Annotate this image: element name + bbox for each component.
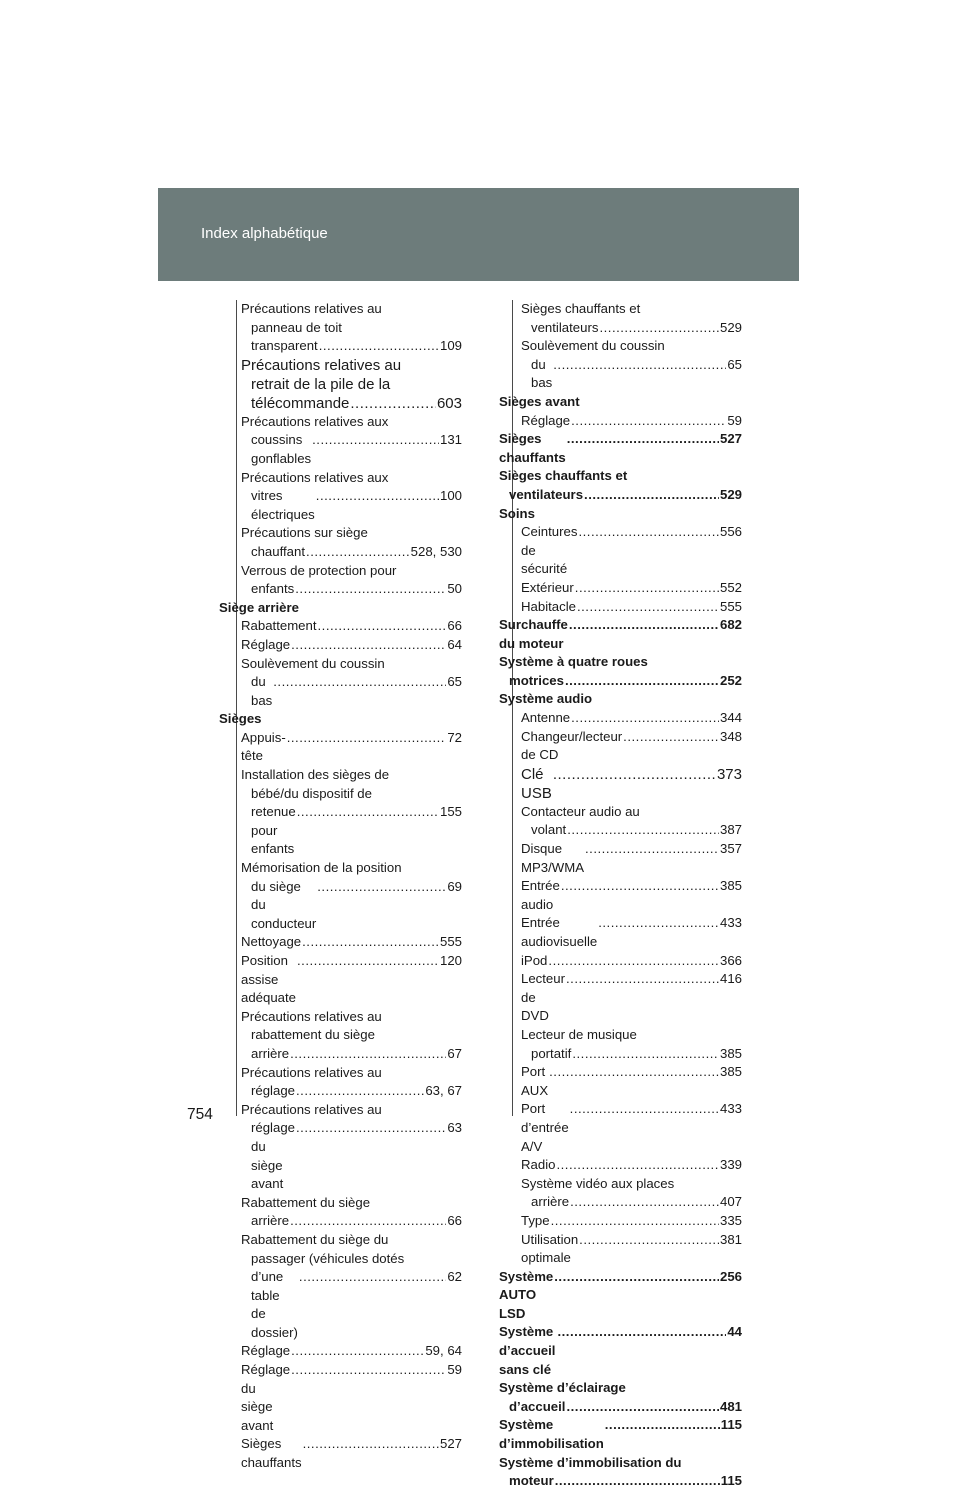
dot-leader bbox=[575, 579, 719, 598]
index-entry-line: Installation des sièges de bbox=[241, 767, 390, 783]
index-entry-line: Précautions relatives au bbox=[241, 1008, 382, 1024]
section-header-bar bbox=[158, 188, 799, 281]
dot-leader bbox=[319, 337, 439, 356]
index-entry-term: volant bbox=[531, 822, 567, 838]
index-entry-term: ventilateurs bbox=[509, 486, 584, 502]
index-page-ref: 131 bbox=[439, 432, 462, 448]
index-entry bbox=[219, 933, 462, 952]
index-entry-term: moteur bbox=[509, 1473, 554, 1489]
dot-leader bbox=[554, 1268, 719, 1287]
index-entry bbox=[219, 1361, 462, 1435]
index-entry-line: passager (véhicules dotés bbox=[251, 1250, 405, 1266]
index-entry bbox=[219, 562, 462, 599]
index-entry bbox=[499, 709, 742, 728]
index-entry-term: réglage bbox=[251, 1083, 295, 1099]
index-entry-line: Précautions relatives au bbox=[241, 1101, 382, 1117]
index-entry bbox=[499, 803, 742, 840]
index-entry bbox=[219, 710, 462, 729]
index-entry-term: Nettoyage bbox=[241, 934, 302, 950]
index-entry-term: Port d’entrée A/V bbox=[521, 1101, 569, 1154]
dot-leader bbox=[599, 319, 719, 338]
index-page-ref: 72 bbox=[447, 729, 462, 745]
index-entry bbox=[499, 1063, 742, 1100]
index-entry bbox=[499, 970, 742, 1026]
dot-leader bbox=[295, 580, 446, 599]
index-entry bbox=[499, 579, 742, 598]
index-page-ref: 335 bbox=[719, 1212, 742, 1228]
index-page-ref: 62 bbox=[447, 1269, 462, 1285]
index-entry bbox=[219, 1231, 462, 1343]
index-entry-line: panneau de toit bbox=[251, 319, 342, 335]
index-entry-line: Précautions relatives au bbox=[241, 356, 402, 374]
index-entry bbox=[499, 1379, 742, 1416]
index-entry bbox=[499, 1100, 742, 1156]
dot-leader bbox=[551, 1212, 719, 1231]
index-entry-line: Précautions relatives au bbox=[241, 301, 382, 316]
index-entry bbox=[219, 617, 462, 636]
dot-leader bbox=[585, 840, 719, 859]
index-page-ref: 63, 67 bbox=[425, 1083, 462, 1099]
dot-leader bbox=[317, 878, 446, 897]
index-heading: Sièges avant bbox=[499, 393, 580, 409]
index-entry-line: retrait de la pile de la bbox=[251, 375, 391, 393]
index-entry-term: vitres électriques bbox=[251, 488, 315, 522]
dot-leader bbox=[296, 1082, 424, 1101]
dot-leader bbox=[350, 394, 436, 413]
index-entry bbox=[499, 523, 742, 579]
dot-leader bbox=[290, 1212, 446, 1231]
dot-leader bbox=[566, 970, 719, 989]
index-heading: Système audio bbox=[499, 691, 593, 707]
index-entry bbox=[499, 300, 742, 337]
index-page-ref: 527 bbox=[439, 1436, 462, 1452]
index-entry-term: iPod bbox=[521, 952, 548, 968]
dot-leader bbox=[567, 430, 719, 449]
index-page-ref: 528, 530 bbox=[410, 543, 462, 559]
dot-leader bbox=[571, 412, 726, 431]
index-entry-term: Type bbox=[521, 1212, 550, 1228]
index-page-ref: 50 bbox=[447, 581, 462, 597]
index-entry-term: portatif bbox=[531, 1045, 572, 1061]
dot-leader bbox=[302, 933, 439, 952]
dot-leader bbox=[548, 952, 719, 971]
index-entry-term: Système d’accueil sans clé bbox=[499, 1324, 556, 1377]
index-entry-line: Lecteur de musique bbox=[521, 1026, 637, 1042]
index-page-ref: 385 bbox=[719, 878, 742, 894]
index-entry-term: d’accueil bbox=[509, 1398, 566, 1414]
index-heading: Soins bbox=[499, 505, 535, 521]
index-entry bbox=[219, 859, 462, 933]
dot-leader bbox=[316, 487, 439, 506]
index-entry bbox=[499, 1454, 742, 1491]
index-page-ref: 44 bbox=[727, 1324, 742, 1340]
index-entry-term: Réglage bbox=[241, 1343, 291, 1359]
index-entry bbox=[499, 616, 742, 653]
index-entry-term: du bas bbox=[251, 674, 273, 708]
index-page-ref: 66 bbox=[447, 618, 462, 634]
index-entry bbox=[499, 840, 742, 877]
index-entry-term: Antenne bbox=[521, 710, 571, 726]
index-entry bbox=[219, 766, 462, 859]
index-entry-line: rabattement du siège bbox=[251, 1027, 375, 1043]
index-page-ref: 109 bbox=[439, 338, 462, 354]
index-page-ref: 66 bbox=[447, 1213, 462, 1229]
index-page-ref: 366 bbox=[719, 952, 742, 968]
dot-leader bbox=[584, 486, 719, 505]
index-page-ref: 556 bbox=[719, 524, 742, 540]
index-entry bbox=[499, 1323, 742, 1379]
index-entry-term: Entrée audiovisuelle bbox=[521, 915, 598, 949]
index-entry-term: Lecteur de DVD bbox=[521, 971, 565, 1024]
index-page-ref: 416 bbox=[719, 971, 742, 987]
index-entry-term: du siège du conducteur bbox=[251, 878, 317, 931]
index-entry bbox=[219, 655, 462, 711]
index-page-ref: 385 bbox=[719, 1064, 742, 1080]
index-entry-term: Port AUX bbox=[521, 1064, 549, 1098]
index-entry-line: Mémorisation de la position bbox=[241, 860, 402, 876]
index-page-ref: 120 bbox=[439, 953, 462, 968]
dot-leader bbox=[623, 728, 719, 747]
index-entry-term: Entrée audio bbox=[521, 878, 560, 912]
index-entry bbox=[219, 1101, 462, 1194]
index-page-ref: 433 bbox=[719, 915, 742, 931]
index-entry-term: Système AUTO LSD bbox=[499, 1268, 554, 1321]
dot-leader bbox=[567, 821, 719, 840]
index-page-ref: 385 bbox=[719, 1045, 742, 1061]
index-page-ref: 64 bbox=[447, 636, 462, 652]
dot-leader bbox=[306, 543, 410, 562]
dot-leader bbox=[291, 636, 446, 655]
index-entry-term: retenue pour enfants bbox=[251, 804, 296, 857]
index-entry bbox=[499, 1231, 742, 1268]
dot-leader bbox=[605, 1416, 720, 1435]
index-page-ref: 344 bbox=[719, 710, 742, 726]
dot-leader bbox=[571, 709, 719, 728]
index-page-ref: 381 bbox=[719, 1231, 742, 1247]
index-entry-line: Rabattement du siège bbox=[241, 1194, 371, 1210]
index-entry-term: Système d’immobilisation bbox=[499, 1417, 604, 1452]
index-entry-term: d’une table de dossier) bbox=[251, 1269, 298, 1340]
index-entry-line: Verrous de protection pour bbox=[241, 562, 397, 578]
index-entry bbox=[219, 413, 462, 469]
index-entry-term: du bas bbox=[531, 356, 553, 391]
index-entry bbox=[499, 914, 742, 951]
index-page-ref: 115 bbox=[720, 1417, 742, 1433]
index-entry bbox=[499, 1416, 742, 1453]
index-page-ref: 252 bbox=[719, 672, 742, 688]
index-page-ref: 65 bbox=[727, 356, 742, 372]
dot-leader bbox=[569, 616, 719, 635]
index-page-ref: 65 bbox=[447, 674, 462, 690]
index-entry bbox=[499, 467, 742, 504]
index-entry bbox=[219, 524, 462, 561]
index-entry bbox=[219, 356, 462, 413]
index-entry-term: transparent bbox=[251, 338, 318, 354]
index-page-ref: 357 bbox=[719, 841, 742, 857]
index-entry-term: Appuis-tête bbox=[241, 729, 286, 764]
index-entry-term: enfants bbox=[251, 581, 295, 597]
dot-leader bbox=[579, 1231, 719, 1250]
dot-leader bbox=[297, 803, 439, 822]
index-entry bbox=[499, 765, 742, 803]
index-entry-term: arrière bbox=[251, 1045, 290, 1061]
dot-leader bbox=[561, 877, 719, 896]
index-entry bbox=[499, 952, 742, 971]
index-entry-term: coussins gonflables bbox=[251, 432, 312, 466]
index-page-ref: 69 bbox=[447, 878, 462, 894]
index-entry-term: Position assise adéquate bbox=[241, 953, 297, 1006]
index-entry-term: réglage du siège avant bbox=[251, 1120, 295, 1192]
index-page-ref: 527 bbox=[719, 431, 742, 447]
index-entry-term: arrière bbox=[531, 1194, 570, 1210]
index-page-ref: 59, 64 bbox=[425, 1343, 462, 1359]
page-number: 754 bbox=[187, 1106, 213, 1123]
index-entry-line: Soulèvement du coussin bbox=[241, 655, 385, 671]
index-entry bbox=[219, 300, 462, 356]
dot-leader bbox=[312, 431, 439, 450]
index-entry-term: Surchauffe du moteur bbox=[499, 617, 568, 651]
dot-leader bbox=[296, 1119, 446, 1138]
index-entry bbox=[499, 690, 742, 709]
dot-leader bbox=[291, 1342, 424, 1361]
dot-leader bbox=[566, 1398, 719, 1417]
index-entry-term: Habitacle bbox=[521, 598, 576, 614]
index-entry-line: Soulèvement du coussin bbox=[521, 338, 665, 354]
index-entry-line: Système vidéo aux places bbox=[521, 1175, 675, 1191]
index-entry-line: Sièges chauffants et bbox=[521, 301, 641, 316]
index-entry bbox=[499, 505, 742, 524]
index-page-ref: 256 bbox=[719, 1268, 742, 1284]
index-entry-term: motrices bbox=[509, 672, 564, 688]
dot-leader bbox=[318, 617, 447, 636]
index-page-ref: 59 bbox=[447, 1362, 462, 1378]
index-page-ref: 555 bbox=[719, 598, 742, 614]
dot-leader bbox=[565, 672, 719, 691]
dot-leader bbox=[578, 523, 719, 542]
index-entry bbox=[499, 1212, 742, 1231]
index-entry bbox=[499, 598, 742, 617]
index-entry-line: Précautions relatives aux bbox=[241, 469, 389, 485]
index-page-ref: 63 bbox=[447, 1120, 462, 1136]
index-heading: Sièges bbox=[219, 711, 262, 727]
index-entry-line: Système d’éclairage bbox=[499, 1380, 626, 1396]
index-entry-term: Radio bbox=[521, 1157, 556, 1173]
dot-leader bbox=[291, 1361, 446, 1380]
index-entry-term: Sièges chauffants bbox=[241, 1436, 302, 1471]
index-entry-term: ventilateurs bbox=[531, 319, 599, 335]
index-entry bbox=[499, 1268, 742, 1324]
index-page-ref: 529 bbox=[719, 319, 742, 335]
index-entry-term: Clé USB bbox=[521, 765, 552, 802]
dot-leader bbox=[598, 914, 719, 933]
index-entry-term: Ceintures de sécurité bbox=[521, 524, 578, 577]
index-entry bbox=[219, 1008, 462, 1064]
index-entry bbox=[219, 952, 462, 1008]
index-entry bbox=[219, 1194, 462, 1231]
dot-leader bbox=[553, 765, 716, 784]
index-entry-line: Rabattement du siège du bbox=[241, 1231, 389, 1247]
index-entry-line: bébé/du dispositif de bbox=[251, 785, 372, 801]
dot-leader bbox=[556, 1156, 719, 1175]
index-entry-term: Utilisation optimale bbox=[521, 1231, 579, 1266]
index-entry-line: Système à quatre roues bbox=[499, 654, 648, 670]
index-page-ref: 373 bbox=[716, 765, 742, 783]
index-entry bbox=[219, 1342, 462, 1361]
index-entry bbox=[499, 1156, 742, 1175]
index-column-left bbox=[219, 300, 462, 1473]
dot-leader bbox=[549, 1063, 719, 1082]
index-page-ref: 555 bbox=[439, 934, 462, 950]
index-entry bbox=[219, 1435, 462, 1472]
index-entry bbox=[499, 337, 742, 393]
index-entry-term: télécommande bbox=[251, 394, 350, 412]
index-page-ref: 115 bbox=[720, 1473, 742, 1489]
index-page-ref: 481 bbox=[719, 1398, 742, 1414]
index-entry bbox=[499, 653, 742, 690]
index-page-ref: 100 bbox=[439, 488, 462, 504]
section-title: Index alphabétique bbox=[201, 225, 328, 242]
dot-leader bbox=[303, 1435, 439, 1454]
index-page-ref: 529 bbox=[719, 486, 742, 502]
index-entry bbox=[499, 877, 742, 914]
index-entry-line: Contacteur audio au bbox=[521, 803, 640, 819]
index-entry-line: Précautions relatives au bbox=[241, 1064, 382, 1080]
dot-leader bbox=[570, 1193, 719, 1212]
index-page-ref: 433 bbox=[719, 1101, 742, 1117]
index-page-ref: 682 bbox=[719, 617, 742, 633]
index-entry-line: Système d’immobilisation du bbox=[499, 1454, 682, 1470]
index-entry-term: Sièges chauffants bbox=[499, 431, 566, 465]
index-entry-term: Réglage du siège avant bbox=[241, 1362, 291, 1433]
index-heading: Siège arrière bbox=[219, 599, 299, 615]
index-page-ref: 387 bbox=[719, 822, 742, 838]
dot-leader bbox=[570, 1100, 719, 1119]
index-entry-term: Changeur/lecteur de CD bbox=[521, 728, 623, 763]
dot-leader bbox=[577, 598, 719, 617]
index-page-ref: 407 bbox=[719, 1194, 742, 1210]
dot-leader bbox=[299, 1268, 446, 1287]
dot-leader bbox=[555, 1472, 720, 1491]
dot-leader bbox=[572, 1045, 719, 1064]
index-page-ref: 339 bbox=[719, 1157, 742, 1173]
dot-leader bbox=[557, 1323, 726, 1342]
index-entry bbox=[499, 412, 742, 431]
index-entry bbox=[219, 1064, 462, 1101]
index-entry-line: Précautions sur siège bbox=[241, 525, 368, 541]
index-page-ref: 155 bbox=[439, 804, 462, 820]
dot-leader bbox=[273, 673, 446, 692]
dot-leader bbox=[290, 1045, 446, 1064]
index-entry bbox=[219, 599, 462, 618]
index-page-ref: 67 bbox=[447, 1045, 462, 1061]
index-entry-term: Disque MP3/WMA bbox=[521, 841, 585, 875]
index-entry bbox=[499, 430, 742, 467]
index-entry bbox=[499, 393, 742, 412]
index-entry bbox=[499, 1026, 742, 1063]
dot-leader bbox=[287, 729, 447, 748]
index-entry-term: chauffant bbox=[251, 543, 306, 559]
index-entry bbox=[219, 729, 462, 766]
index-page-ref: 552 bbox=[719, 579, 742, 595]
index-entry-term: Extérieur bbox=[521, 579, 574, 595]
index-entry-term: Réglage bbox=[521, 412, 571, 428]
index-column-right bbox=[499, 300, 742, 1491]
index-entry-line: Précautions relatives aux bbox=[241, 413, 389, 429]
index-entry bbox=[219, 469, 462, 525]
index-page-ref: 603 bbox=[436, 394, 462, 412]
index-page-ref: 348 bbox=[719, 728, 742, 744]
index-entry-term: Réglage bbox=[241, 636, 291, 652]
dot-leader bbox=[297, 952, 439, 971]
index-entry bbox=[499, 1175, 742, 1212]
dot-leader bbox=[553, 356, 726, 375]
index-entry bbox=[219, 636, 462, 655]
index-entry bbox=[499, 728, 742, 765]
index-entry-term: arrière bbox=[251, 1213, 290, 1229]
index-page-ref: 59 bbox=[727, 412, 742, 428]
index-entry-term: Rabattement bbox=[241, 618, 317, 634]
index-entry-line: Sièges chauffants et bbox=[499, 468, 628, 484]
